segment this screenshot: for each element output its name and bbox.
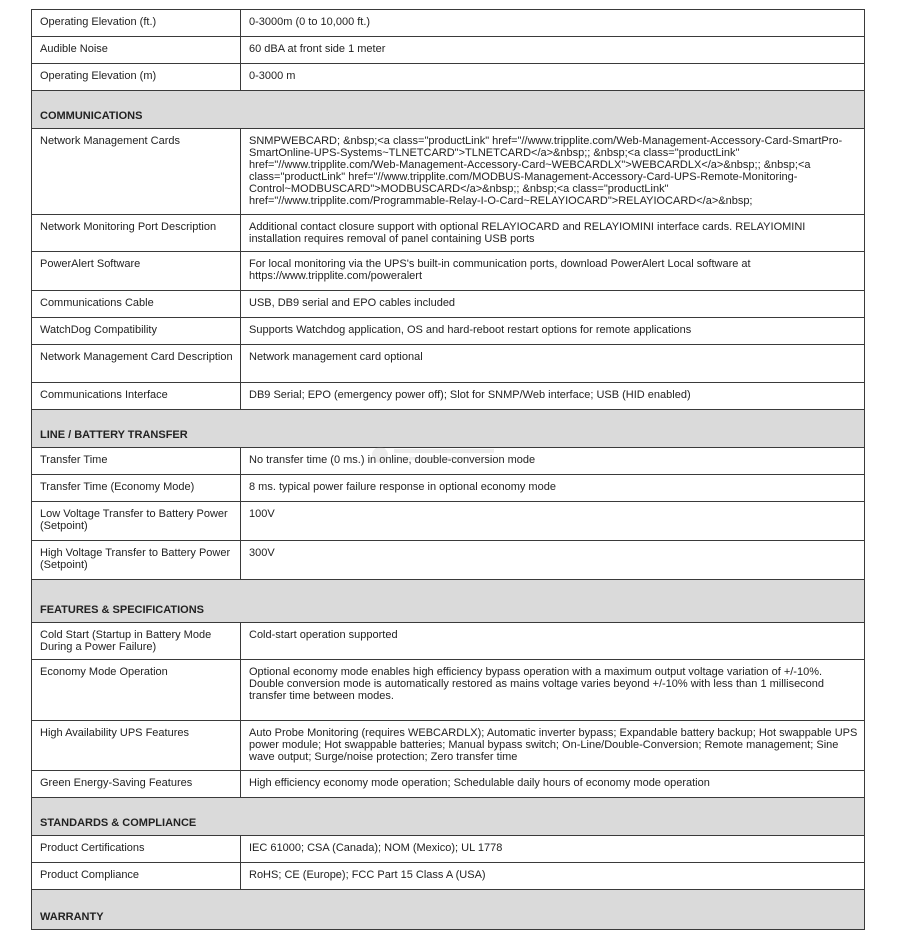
spec-value: SNMPWEBCARD; &nbsp;<a class="productLink" href="//www.tripplite.com/Web-Management-Accessory-Card-SmartPro-SmartOnline-UPS-Systems~TLNETCARD">TLNETCARD</a>&nbsp;; &nbsp;<a class="productLink" href="//www.tripplite.com/Web-Management-Accessory-Card~WEBCARDLX">WEBCARDLX</a>&nbsp;; &nbsp;<a class="productLink" href="//www.tripplite.com/MODBUS-Management-Accessory-Card-UPS-Remote-Monitoring-Control~MODBUSCARD">MODBUSCARD</a>&nbsp;; &nbsp;<a class="productLink" href="//www.tripplite.com/Programmable-Relay-I-O-Card~RELAYIOCARD">RELAYIOCARD</a>&nbsp; <box>241 129 865 215</box>
section-header-row <box>32 798 865 836</box>
spec-value: 60 dBA at front side 1 meter <box>241 37 865 64</box>
spec-value: DB9 Serial; EPO (emergency power off); Slot for SNMP/Web interface; USB (HID enabled) <box>241 383 865 410</box>
spec-value: 300V <box>241 541 865 580</box>
spec-row <box>32 345 865 383</box>
spec-value: 0-3000 m <box>241 64 865 91</box>
spec-label: WatchDog Compatibility <box>32 318 241 345</box>
spec-row <box>32 541 865 580</box>
spec-label: Audible Noise <box>32 37 241 64</box>
spec-row <box>32 215 865 252</box>
spec-value: RoHS; CE (Europe); FCC Part 15 Class A (USA) <box>241 863 865 890</box>
spec-row <box>32 291 865 318</box>
spec-label: Operating Elevation (ft.) <box>32 10 241 37</box>
spec-value: Cold-start operation supported <box>241 623 865 660</box>
spec-label: Network Management Card Description <box>32 345 241 383</box>
spec-label: Communications Interface <box>32 383 241 410</box>
spec-label: High Voltage Transfer to Battery Power (Setpoint) <box>32 541 241 580</box>
spec-value: 0-3000m (0 to 10,000 ft.) <box>241 10 865 37</box>
spec-row <box>32 863 865 890</box>
spec-label: PowerAlert Software <box>32 252 241 291</box>
section-header-row <box>32 890 865 930</box>
spec-value: For local monitoring via the UPS's built-in communication ports, download PowerAlert Local software at https://www.tripplite.com/poweralert <box>241 252 865 291</box>
spec-value: USB, DB9 serial and EPO cables included <box>241 291 865 318</box>
spec-table <box>31 9 865 930</box>
spec-value: Network management card optional <box>241 345 865 383</box>
section-header-row <box>32 91 865 129</box>
spec-row <box>32 252 865 291</box>
spec-value: Optional economy mode enables high efficiency bypass operation with a maximum output voltage variation of +/-10%. Double conversion mode is automatically restored as mains voltage varies beyond +/-10% with less than 1 millisecond transfer time between modes. <box>241 660 865 721</box>
spec-label: High Availability UPS Features <box>32 721 241 771</box>
section-title: LINE / BATTERY TRANSFER <box>32 410 865 448</box>
section-title: STANDARDS & COMPLIANCE <box>32 798 865 836</box>
spec-label: Communications Cable <box>32 291 241 318</box>
spec-value: No transfer time (0 ms.) in online, double-conversion mode <box>241 448 865 475</box>
section-header-row <box>32 580 865 623</box>
spec-row <box>32 660 865 721</box>
spec-table-body <box>32 10 865 930</box>
spec-row <box>32 771 865 798</box>
spec-row <box>32 623 865 660</box>
section-title: WARRANTY <box>32 890 865 930</box>
spec-row <box>32 64 865 91</box>
spec-label: Product Compliance <box>32 863 241 890</box>
spec-value: Auto Probe Monitoring (requires WEBCARDLX); Automatic inverter bypass; Expandable battery backup; Hot swappable UPS power module; Hot swappable batteries; Manual bypass switch; On-Line/Double-Conversion; Remote management; Sine wave output; Surge/noise protection; Zero transfer time <box>241 721 865 771</box>
section-title: FEATURES & SPECIFICATIONS <box>32 580 865 623</box>
spec-row <box>32 502 865 541</box>
section-title: COMMUNICATIONS <box>32 91 865 129</box>
spec-value: 100V <box>241 502 865 541</box>
spec-label: Network Management Cards <box>32 129 241 215</box>
spec-label: Low Voltage Transfer to Battery Power (Setpoint) <box>32 502 241 541</box>
spec-row <box>32 836 865 863</box>
spec-value: High efficiency economy mode operation; Schedulable daily hours of economy mode operation <box>241 771 865 798</box>
spec-row <box>32 448 865 475</box>
spec-label: Product Certifications <box>32 836 241 863</box>
spec-value: Supports Watchdog application, OS and hard-reboot restart options for remote applications <box>241 318 865 345</box>
spec-row <box>32 383 865 410</box>
spec-label: Operating Elevation (m) <box>32 64 241 91</box>
spec-row <box>32 10 865 37</box>
spec-row <box>32 318 865 345</box>
spec-row <box>32 721 865 771</box>
spec-label: Economy Mode Operation <box>32 660 241 721</box>
spec-value: Additional contact closure support with optional RELAYIOCARD and RELAYIOMINI interface cards. RELAYIOMINI installation requires removal of panel containing USB ports <box>241 215 865 252</box>
section-header-row <box>32 410 865 448</box>
spec-label: Transfer Time <box>32 448 241 475</box>
spec-value: IEC 61000; CSA (Canada); NOM (Mexico); UL 1778 <box>241 836 865 863</box>
spec-row <box>32 37 865 64</box>
spec-row <box>32 129 865 215</box>
spec-value: 8 ms. typical power failure response in optional economy mode <box>241 475 865 502</box>
spec-row <box>32 475 865 502</box>
spec-label: Network Monitoring Port Description <box>32 215 241 252</box>
spec-label: Cold Start (Startup in Battery Mode During a Power Failure) <box>32 623 241 660</box>
spec-label: Green Energy-Saving Features <box>32 771 241 798</box>
spec-label: Transfer Time (Economy Mode) <box>32 475 241 502</box>
